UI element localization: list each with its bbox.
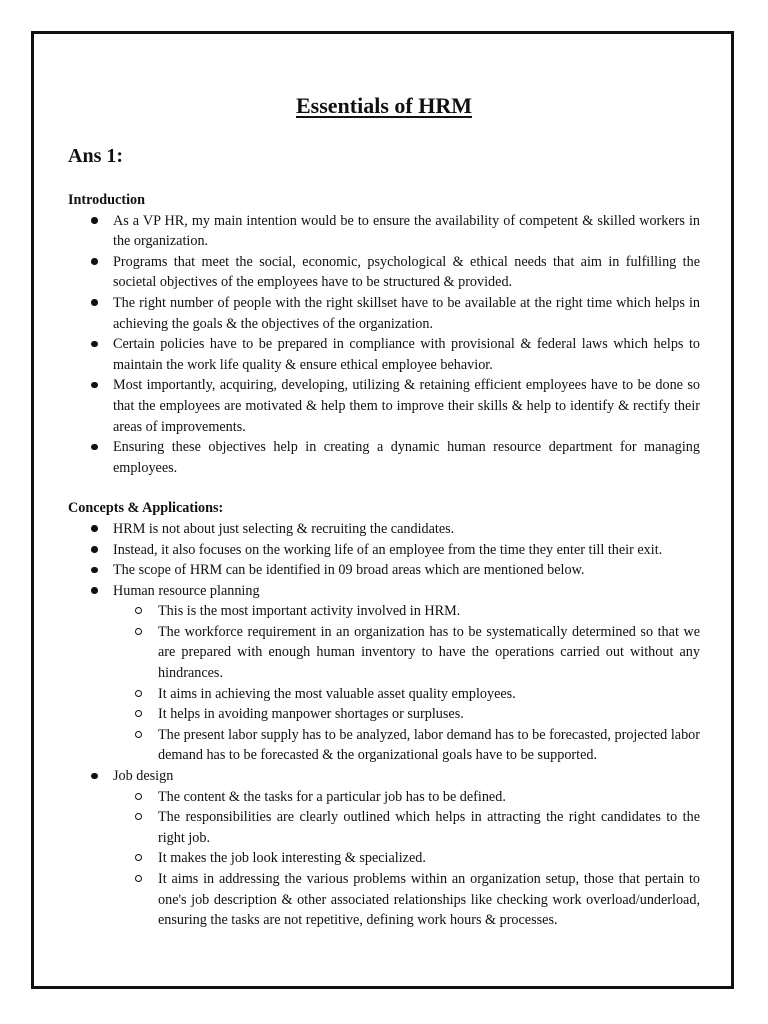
sub-list-item: It aims in addressing the various problems within an organization setup, those that pertain to one's job description & other associated relationships like checking work overload/underload, ensuring the tasks are not repetitive, defining work hours & processes. xyxy=(158,869,700,931)
list-item: Programs that meet the social, economic, psychological & ethical needs that aim in fulfilling the societal objectives of the employees have to be structured & provided. xyxy=(113,252,700,293)
sub-list-item: The responsibilities are clearly outlined which helps in attracting the right candidates to the right job. xyxy=(158,807,700,848)
sub-list-item: The present labor supply has to be analyzed, labor demand has to be forecasted, projected labor demand has to be forecasted & the organizational goals have to be supported. xyxy=(158,725,700,766)
document-body xyxy=(68,190,700,931)
document-title: Essentials of HRM xyxy=(296,93,472,118)
answer-heading: Ans 1: xyxy=(68,145,124,167)
sub-list-item: The content & the tasks for a particular job has to be defined. xyxy=(158,787,700,808)
list-item: The right number of people with the right skillset have to be available at the right time which helps in achieving the goals & the objectives of the organization. xyxy=(113,293,700,334)
job-design-sublist xyxy=(113,787,700,931)
list-item: Certain policies have to be prepared in compliance with provisional & federal laws which helps to maintain the work life quality & ensure ethical employee behavior. xyxy=(113,334,700,375)
introduction-list xyxy=(68,211,700,479)
sub-list-item: It helps in avoiding manpower shortages or surpluses. xyxy=(158,704,700,725)
list-item: HRM is not about just selecting & recruiting the candidates. xyxy=(113,519,700,540)
sub-list-item: It aims in achieving the most valuable asset quality employees. xyxy=(158,684,700,705)
list-item-hr-planning xyxy=(113,581,700,766)
hr-planning-sublist xyxy=(113,601,700,766)
list-item: As a VP HR, my main intention would be to ensure the availability of competent & skilled workers in the organization. xyxy=(113,211,700,252)
sub-list-item: It makes the job look interesting & specialized. xyxy=(158,848,700,869)
list-item-job-design xyxy=(113,766,700,931)
sub-list-item: This is the most important activity involved in HRM. xyxy=(158,601,700,622)
list-item: Ensuring these objectives help in creating a dynamic human resource department for managing employees. xyxy=(113,437,700,478)
introduction-heading: Introduction xyxy=(68,192,145,208)
list-item: Most importantly, acquiring, developing, utilizing & retaining efficient employees have to be done so that the employees are motivated & help them to improve their skills & help to identify & rectify their areas of improvements. xyxy=(113,375,700,437)
hr-planning-label: Human resource planning xyxy=(113,582,260,599)
sub-list-item: The workforce requirement in an organization has to be systematically determined so that we are prepared with enough human inventory to have the operations carried out without any hindrances. xyxy=(158,622,700,684)
list-item: Instead, it also focuses on the working life of an employee from the time they enter till their exit. xyxy=(113,540,700,561)
job-design-label: Job design xyxy=(113,768,174,785)
list-item: The scope of HRM can be identified in 09 broad areas which are mentioned below. xyxy=(113,560,700,581)
concepts-heading: Concepts & Applications: xyxy=(68,500,224,517)
concepts-list xyxy=(68,519,700,931)
